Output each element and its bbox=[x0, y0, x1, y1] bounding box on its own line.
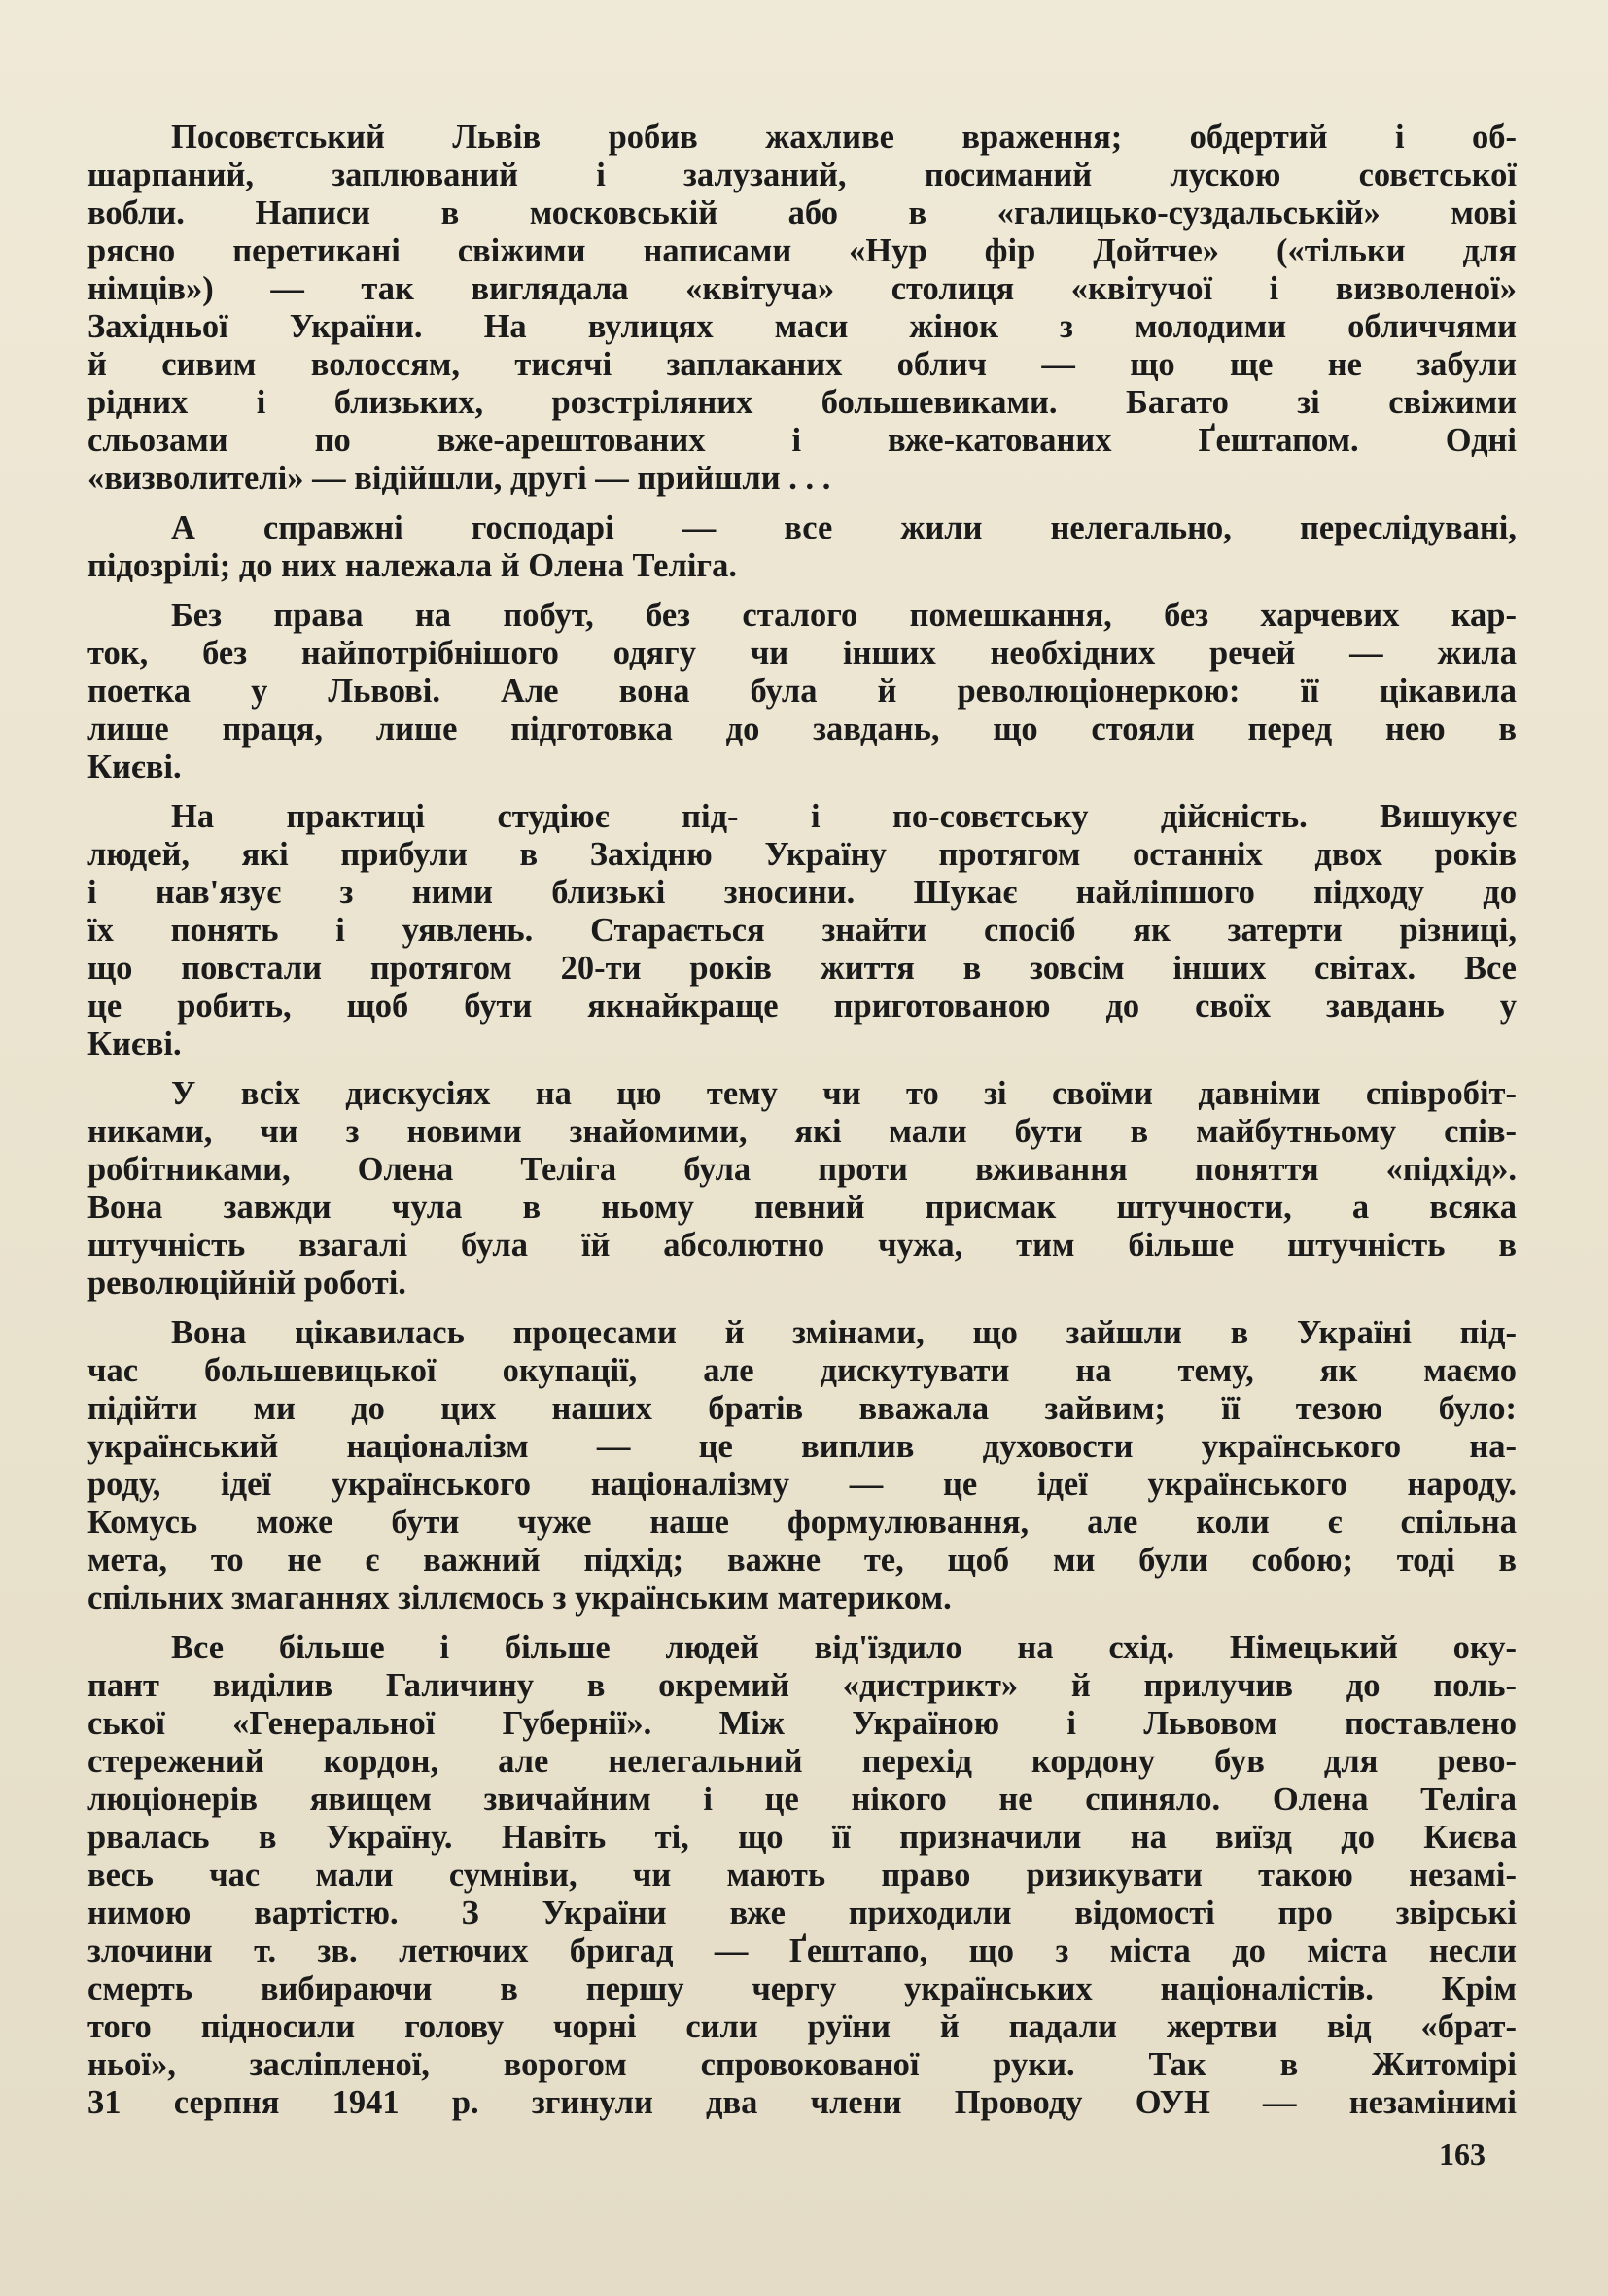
paragraph bbox=[87, 509, 1517, 585]
page-number: 163 bbox=[1439, 2137, 1486, 2172]
text-line: Все більше і більше людей від'їздило на схід. Німецький оку- bbox=[171, 1629, 1517, 1666]
paragraph bbox=[87, 119, 1517, 498]
text-line: сльозами по вже-арештованих і вже-катованих Ґештапом. Одні bbox=[87, 422, 1517, 459]
text-line: це робить, щоб бути якнайкраще приготованою до своїх завдань у bbox=[87, 988, 1517, 1025]
text-line: Комусь може бути чуже наше формулювання, але коли є спільна bbox=[87, 1504, 1517, 1541]
text-line: лише праця, лише підготовка до завдань, що стояли перед нею в bbox=[87, 711, 1517, 748]
text-line: Києві. bbox=[87, 748, 182, 785]
text-line: Посовєтський Львів робив жахливе враження; обдертий і об- bbox=[171, 119, 1517, 156]
paragraph bbox=[87, 798, 1517, 1063]
text-line: стережений кордон, але нелегальний перехід кордону був для рево- bbox=[87, 1743, 1517, 1780]
text-line: того підносили голову чорні сили руїни й падали жертви від «брат- bbox=[87, 2008, 1517, 2045]
text-line: рідних і близьких, розстріляних большевиками. Багато зі свіжими bbox=[87, 384, 1517, 421]
text-line: німців») — так виглядала «квітуча» столиця «квітучої і визволеної» bbox=[87, 270, 1517, 307]
paragraph bbox=[87, 1629, 1517, 2122]
text-line: роду, ідеї українського націоналізму — це ідеї українського народу. bbox=[87, 1466, 1517, 1503]
text-line: А справжні господарі — все жили нелегально, переслідувані, bbox=[171, 509, 1517, 546]
paragraph bbox=[87, 1075, 1517, 1303]
text-line: Вона цікавилась процесами й змінами, що зайшли в Україні під- bbox=[171, 1314, 1517, 1351]
text-line: штучність взагалі була їй абсолютно чужа, тим більше штучність в bbox=[87, 1227, 1517, 1264]
text-line: злочини т. зв. летючих бригад — Ґештапо, що з міста до міста несли bbox=[87, 1932, 1517, 1969]
text-line: людей, які прибули в Західню Україну протягом останніх двох років bbox=[87, 836, 1517, 873]
text-line: ток, без найпотрібнішого одягу чи інших необхідних речей — жила bbox=[87, 635, 1517, 672]
text-line: вобли. Написи в московській або в «галицько-суздальській» мові bbox=[87, 194, 1517, 231]
text-line: і нав'язує з ними близькі зносини. Шукає найліпшого підходу до bbox=[87, 874, 1517, 911]
text-line: мета, то не є важний підхід; важне те, щоб ми були собою; тоді в bbox=[87, 1542, 1517, 1579]
text-line: ньої», засліпленої, ворогом спровокованої руки. Так в Житомірі bbox=[87, 2046, 1517, 2083]
text-line: никами, чи з новими знайомими, які мали бути в майбутньому спів- bbox=[87, 1113, 1517, 1150]
text-line: нимою вартістю. З України вже приходили відомості про звірські bbox=[87, 1895, 1517, 1931]
text-line: 31 серпня 1941 р. згинули два члени Проводу ОУН — незамінимі bbox=[87, 2084, 1517, 2121]
text-line: люціонерів явищем звичайним і це нікого не спиняло. Олена Теліга bbox=[87, 1781, 1517, 1818]
text-line: Вона завжди чула в ньому певний присмак штучности, а всяка bbox=[87, 1189, 1517, 1226]
body-text bbox=[87, 119, 1517, 2134]
text-line: рвалась в Україну. Навіть ті, що її призначили на виїзд до Києва bbox=[87, 1819, 1517, 1856]
text-line: час большевицької окупації, але дискутувати на тему, як маємо bbox=[87, 1352, 1517, 1389]
text-line: «визволителі» — відійшли, другі — прийшли . . . bbox=[87, 460, 831, 497]
text-line: поетка у Львові. Але вона була й революціонеркою: її цікавила bbox=[87, 673, 1517, 710]
text-line: На практиці студіює під- і по-совєтську дійсність. Вишукує bbox=[171, 798, 1517, 835]
paragraph bbox=[87, 1314, 1517, 1618]
text-line: український націоналізм — це виплив духовости українського на- bbox=[87, 1428, 1517, 1465]
text-line: підозрілі; до них належала й Олена Теліга. bbox=[87, 547, 737, 584]
text-line: Києві. bbox=[87, 1026, 182, 1062]
text-line: рясно перетикані свіжими написами «Нур фір Дойтче» («тільки для bbox=[87, 232, 1517, 269]
text-line: пант виділив Галичину в окремий «дистрикт» й прилучив до поль- bbox=[87, 1667, 1517, 1704]
text-line: шарпаний, заплюваний і залузаний, посиманий лускою совєтської bbox=[87, 157, 1517, 193]
text-line: спільних змаганнях зіллємось з українським материком. bbox=[87, 1580, 952, 1617]
text-line: революційній роботі. bbox=[87, 1265, 406, 1302]
text-line: що повстали протягом 20-ти років життя в зовсім інших світах. Все bbox=[87, 950, 1517, 987]
text-line: й сивим волоссям, тисячі заплаканих облич — що ще не забули bbox=[87, 346, 1517, 383]
text-line: робітниками, Олена Теліга була проти вживання поняття «підхід». bbox=[87, 1151, 1517, 1188]
text-line: У всіх дискусіях на цю тему чи то зі своїми давніми співробіт- bbox=[171, 1075, 1517, 1112]
text-line: їх понять і уявлень. Старається знайти спосіб як затерти різниці, bbox=[87, 912, 1517, 949]
text-line: ської «Генеральної Губернії». Між Україною і Львовом поставлено bbox=[87, 1705, 1517, 1742]
text-line: смерть вибираючи в першу чергу українських націоналістів. Крім bbox=[87, 1970, 1517, 2007]
text-line: підійти ми до цих наших братів вважала зайвим; її тезою було: bbox=[87, 1390, 1517, 1427]
text-line: весь час мали сумніви, чи мають право ризикувати такою незамі- bbox=[87, 1857, 1517, 1894]
paragraph bbox=[87, 597, 1517, 786]
text-line: Західньої України. На вулицях маси жінок з молодими обличчями bbox=[87, 308, 1517, 345]
text-line: Без права на побут, без сталого помешкання, без харчевих кар- bbox=[171, 597, 1517, 634]
